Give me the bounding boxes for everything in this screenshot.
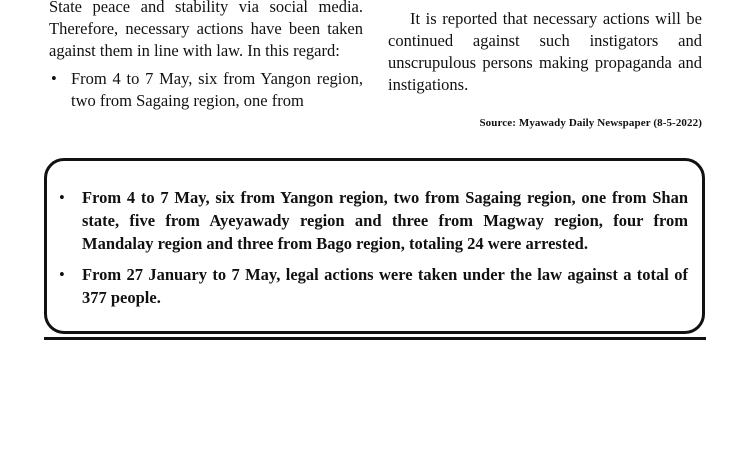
bullet-dot-icon: •	[59, 265, 65, 284]
right-column	[388, 8, 702, 96]
left-bullet-item	[49, 68, 363, 112]
left-paragraph: State peace and stability via social media. Therefore, necessary actions have been taken against them in line with law. In this regard:	[49, 0, 363, 60]
bullet-dot-icon: •	[51, 69, 57, 88]
source-citation: Source: Myawady Daily Newspaper (8-5-2022)	[479, 117, 702, 129]
highlight-box	[44, 158, 705, 334]
highlight-bullet-text: From 4 to 7 May, six from Yangon region, two from Sagaing region, one from Shan state, five from Ayeyawady region and three from Magway region, four from Mandalay region and three from Bago region, totaling 24 were arrested.	[82, 188, 688, 253]
bullet-dot-icon: •	[59, 188, 65, 207]
highlight-bullet-item	[59, 186, 688, 255]
highlight-bullet-text: From 27 January to 7 May, legal actions were taken under the law against a total of 377 people.	[82, 265, 688, 307]
horizontal-divider	[44, 337, 706, 340]
highlight-bullet-list	[47, 161, 702, 309]
left-bullet-list	[49, 68, 363, 112]
right-paragraph: It is reported that necessary actions will be continued against such instigators and unscrupulous persons making propaganda and instigations.	[388, 9, 702, 94]
left-bullet-text: From 4 to 7 May, six from Yangon region, two from Sagaing region, one from	[71, 69, 363, 110]
highlight-bullet-item	[59, 263, 688, 309]
left-column	[49, 0, 363, 112]
